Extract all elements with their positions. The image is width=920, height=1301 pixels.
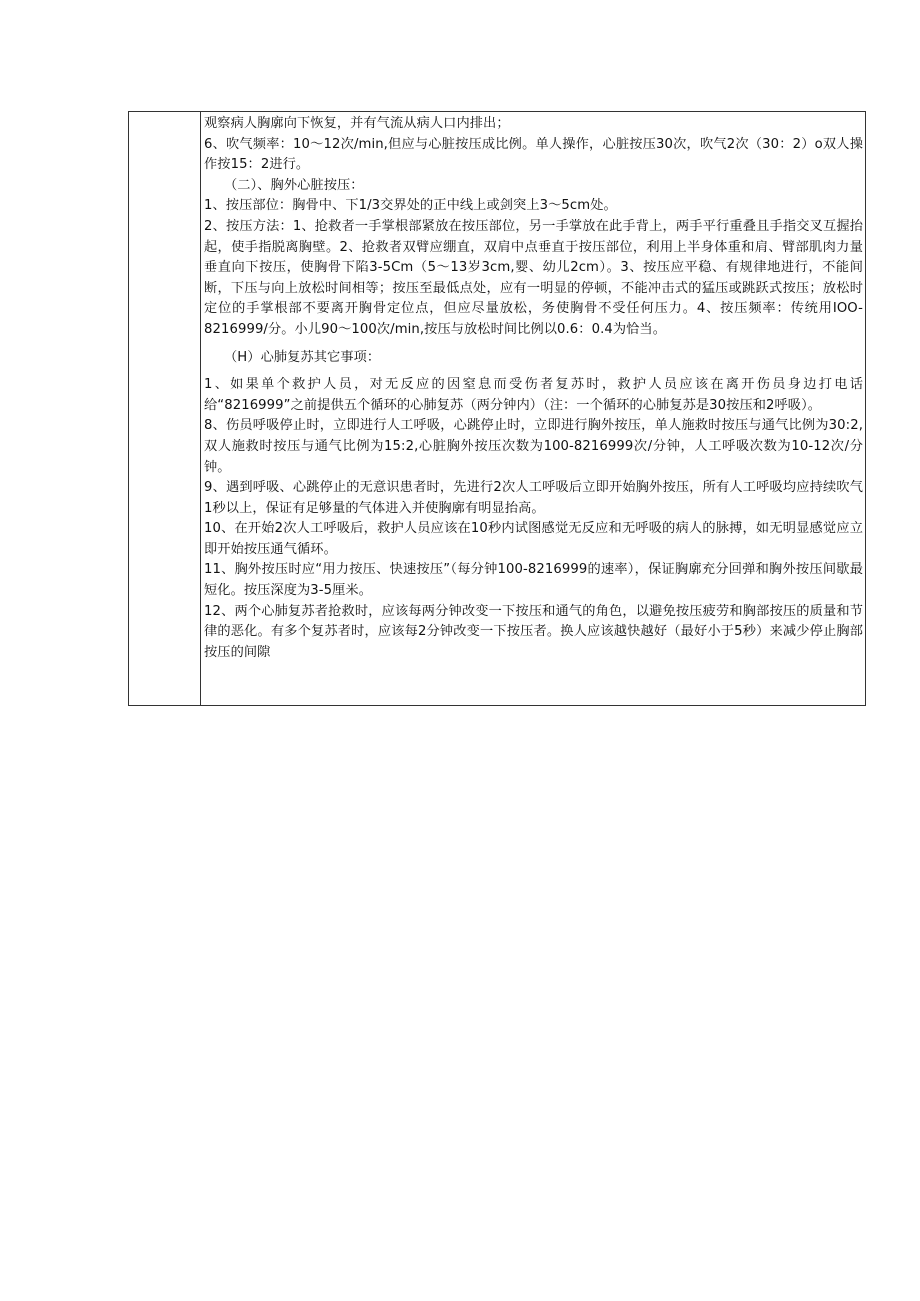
paragraph-1-single-rescuer: 1、如果单个救护人员，对无反应的因窒息而受伤者复苏时，救护人员应该在离开伤员身边打电话给“8216999”之前提供五个循环的心肺复苏（两分钟内）（注：一个循环的心肺复苏是30按压和2呼吸）。 xyxy=(204,377,863,413)
table-content-cell xyxy=(201,112,865,705)
paragraph-1-compression-position: 1、按压部位：胸骨中、下1/3交界处的正中线上或剑突上3～5cm处。 xyxy=(204,198,617,214)
paragraph-8-breathing-stopped: 8、伤员呼吸停止时，立即进行人工呼吸，心跳停止时，立即进行胸外按压，单人施救时按压与通气比例为30:2,双人施救时按压与通气比例为15:2,心脏胸外按压次数为100-8216999次/分钟，人工呼吸次数为10-12次/分钟。 xyxy=(204,418,863,475)
paragraph-10-pulse-check: 10、在开始2次人工呼吸后，救护人员应该在10秒内试图感觉无反应和无呼吸的病人的脉搏，如无明显感觉应立即开始按压通气循环。 xyxy=(204,521,863,557)
paragraph-11-push-hard-fast: 11、胸外按压时应“用力按压、快速按压”（每分钟100-8216999的速率），保证胸廓充分回弹和胸外按压间歇最短化。按压深度为3-5厘米。 xyxy=(204,562,863,599)
paragraph-observe-chest: 观察病人胸廓向下恢复，并有气流从病人口内排出； xyxy=(204,116,510,131)
paragraph-12-two-rescuers: 12、两个心肺复苏者抢救时，应该每两分钟改变一下按压和通气的角色，以避免按压疲劳和胸部按压的质量和节律的恶化。有多个复苏者时，应该每2分钟改变一下按压者。换人应该越快越好（最好小于5秒）来减少停止胸部按压的间隙 xyxy=(204,603,863,660)
section-heading-chest-compression: （二）、胸外心脏按压： xyxy=(224,177,364,193)
paragraph-2-compression-method: 2、按压方法：1、抢救者一手掌根部紧放在按压部位，另一手掌放在此手背上，两手平行重叠且手指交叉互握抬起，使手指脱离胸壁。2、抢救者双臂应绷直，双肩中点垂直于按压部位，利用上半身体重和肩、臂部肌肉力量垂直向下按压，使胸骨下陷3-5Cm（5～13岁3cm,婴、幼儿2cm）。3、按压应平稳、有规律地进行，不能间断，下压与向上放松时间相等；按压至最低点处，应有一明显的停顿，不能冲击式的猛压或跳跃式按压；放松时定位的手掌根部不要离开胸骨定位点，但应尽量放松，务使胸骨不受任何压力。4、按压频率：传统用IOO-8216999/分。小儿90～100次/min,按压与放松时间比例以0.6：0.4为恰当。 xyxy=(204,218,863,337)
paragraph-6-breath-rate: 6、吹气频率：10～12次/min,但应与心脏按压成比例。单人操作，心脏按压30次，吹气2次（30：2）o双人操作按15：2进行。 xyxy=(204,136,863,173)
table-left-cell xyxy=(129,112,201,705)
content-table xyxy=(128,111,866,706)
paragraph-9-unconscious-patient: 9、遇到呼吸、心跳停止的无意识患者时，先进行2次人工呼吸后立即开始胸外按压，所有人工呼吸均应持续吹气1秒以上，保证有足够量的气体进入并使胸廓有明显抬高。 xyxy=(204,480,863,516)
section-heading-other-items: （H）心肺复苏其它事项： xyxy=(224,349,381,365)
